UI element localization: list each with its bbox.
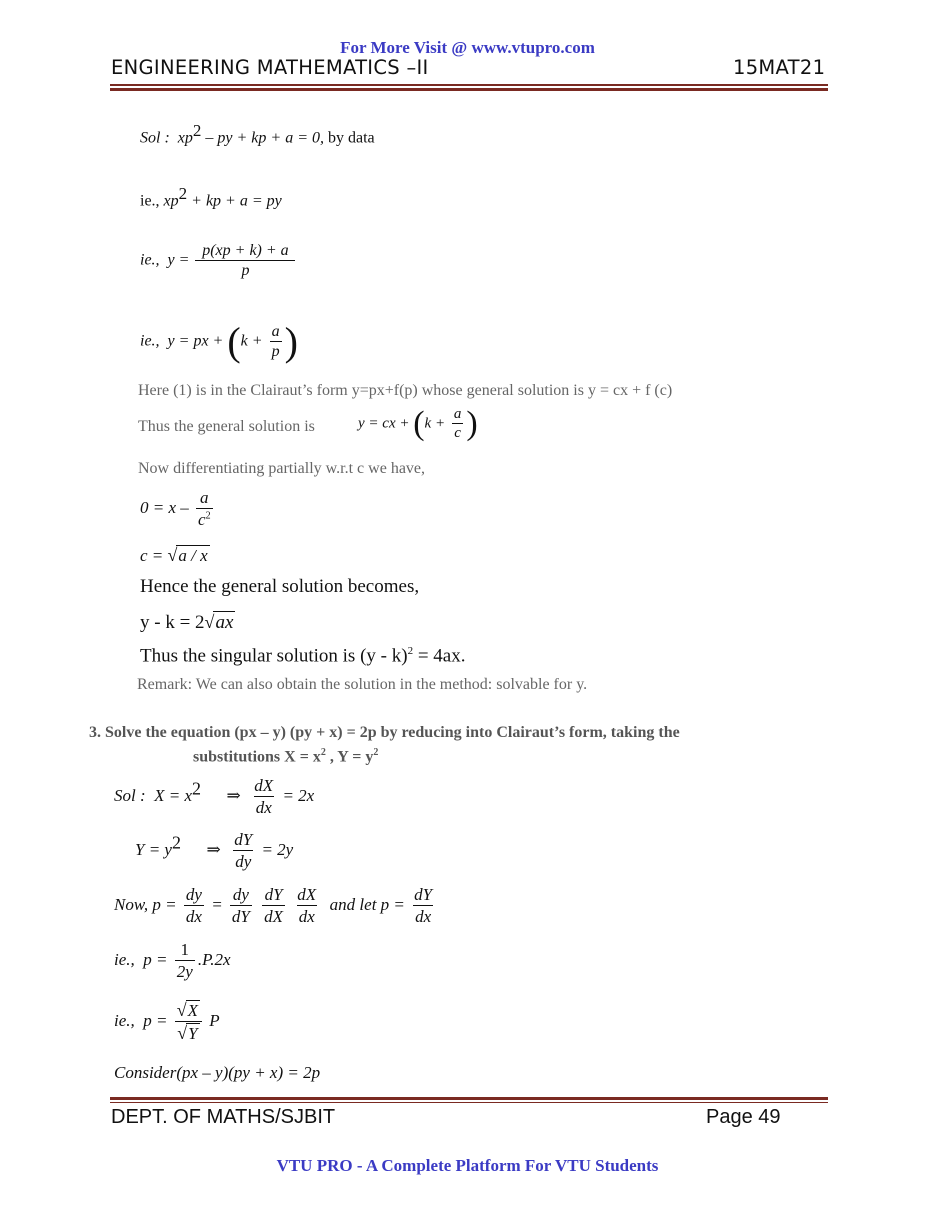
diff-text: Now differentiating partially w.r.t c we have, — [138, 460, 426, 477]
zero-equation: 0 = x – $\frac{a}{c^2}$ — [140, 488, 211, 529]
question-3-line-2: substitutions $X = x^2$ , $Y = y^2$ — [193, 747, 379, 766]
ie-line-3: ie., y = px + (k + $\frac{a}{p}$ ) — [140, 319, 298, 364]
hence-text: Hence the general solution becomes, — [140, 576, 420, 597]
footer-page-number: Page 49 — [706, 1106, 781, 1128]
y-derivative-line: $Y = y^2$ ⇒ $\frac{dY}{dy}$ = 2y — [135, 830, 294, 871]
ie-p-line-1: ie., p = $\frac{1}{2y}$ .P.2x — [114, 940, 231, 981]
ie-line-2: ie., y = $\frac{p(xp + k) + a}{p}$ — [140, 242, 298, 280]
thus-equation: y = cx + (k + $\frac{a}{c}$ ) — [358, 405, 478, 442]
header-rule-thick — [110, 88, 828, 91]
footer-rule-thin — [110, 1102, 828, 1103]
sol2-line: Sol : $X = x^2$ ⇒ $\frac{dX}{dx}$ = 2x — [114, 776, 315, 817]
clairaut-text: Here (1) is in the Clairaut’s form y=px+f(p) whose general solution is y = cx + f (c) — [138, 382, 673, 399]
question-3-line-1: 3. Solve the equation (px – y) (py + x) = 2p by reducing into Clairaut’s form, taking the — [89, 724, 680, 741]
footer-rule-thick — [110, 1097, 828, 1100]
ie-line-1: ie., $xp^2$ + kp + a = py — [140, 184, 282, 210]
c-equation: c = √a / x — [140, 545, 208, 565]
sol1-line: Sol : $xp^2$ – py + kp + a = 0, by data — [140, 121, 375, 147]
ie-p-line-2: ie., p = $\frac{√X}{√Y}$ P — [114, 1000, 220, 1043]
now-line: Now, p = $\frac{dy}{dx}$ = $\frac{dy}{dY}$ $\frac{dY}{dX}$ $\frac{dX}{dx}$ and let p = $\frac{dY}{dx}$ — [114, 885, 433, 926]
top-link[interactable]: For More Visit @ www.vtupro.com — [340, 38, 595, 57]
thus-text: Thus the general solution is — [138, 418, 315, 435]
footer-dept: DEPT. OF MATHS/SJBIT — [111, 1106, 336, 1128]
header-title: ENGINEERING MATHEMATICS –II — [111, 56, 429, 79]
header-rule-thin — [110, 84, 828, 86]
remark-text: Remark: We can also obtain the solution in the method: solvable for y. — [137, 676, 588, 693]
bottom-link[interactable]: VTU PRO - A Complete Platform For VTU Students — [276, 1156, 659, 1175]
header-code: 15MAT21 — [733, 56, 826, 79]
yk-equation: y - k = 2√ax — [140, 612, 234, 633]
singular-text: Thus the singular solution is (y - k)$^2$ = 4ax. — [140, 645, 466, 667]
consider-line: Consider(px – y)(py + x) = 2p — [114, 1063, 321, 1082]
